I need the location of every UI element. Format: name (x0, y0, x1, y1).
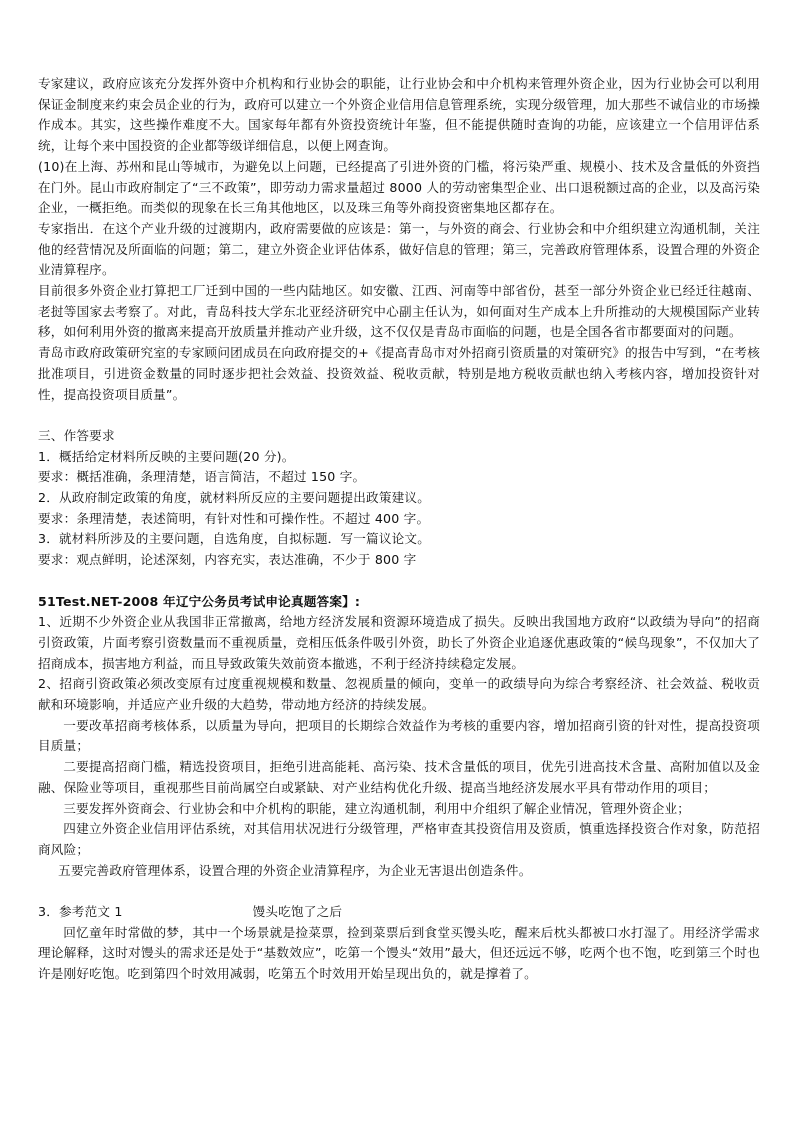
material-paragraph-2: (10)在上海、苏州和昆山等城市，为避免以上问题，已经提高了引进外资的门槛，将污染严重、规模小、技术及含量低的外资挡在门外。昆山市政府制定了“三不政策”，即劳动力需求量超过 8000 人的劳动密集型企业、出口退税额过高的企业，以及高污染企业，一概拒绝。而类似的现象在长三角其他地区，以及珠三角等外商投资密集地区都存在。 (38, 158, 760, 216)
requirement-3: 要求：观点鲜明，论述深刻，内容充实，表达准确，不少于 800 字 (38, 552, 417, 568)
material-paragraph-3: 专家指出．在这个产业升级的过渡期内，政府需要做的应该是：第一，与外资的商会、行业协会和中介组织建立沟通机制，关注他的经营情况及所面临的问题；第二，建立外资企业评估体系，做好信息的管理；第三，完善政府管理体系，设置合理的外资企业清算程序。 (38, 220, 760, 278)
material-paragraph-4: 目前很多外资企业打算把工厂迁到中国的一些内陆地区。如安徽、江西、河南等中部省份，甚至一部分外资企业已经迁往越南、老挝等国家去考察了。对此，青岛科技大学东北亚经济研究中心副主任认为，如何面对生产成本上升所推动的大规模国际产业转移，如何利用外资的撤离来提高开放质量并推动产业升级，这不仅仅是青岛市面临的问题，也是全国各省市都要面对的问题。 (38, 283, 760, 340)
answer-2-point-1: 一要改革招商考核体系，以质量为导向，把项目的长期综合效益作为考核的重要内容，增加招商引资的针对性，提高投资项目质量； (38, 717, 760, 754)
requirement-1: 要求：概括准确，条理清楚，语言简洁，不超过 150 字。 (38, 469, 366, 485)
question-2: 2．从政府制定政策的角度，就材料所反应的主要问题提出政策建议。 (38, 490, 431, 506)
requirements-heading: 三、作答要求 (38, 427, 115, 443)
answer-2-point-5: 五要完善政府管理体系，设置合理的外资企业清算程序，为企业无害退出创造条件。 (58, 862, 532, 878)
sample-essay-body: 回忆童年时常做的梦，其中一个场景就是捡菜票，捡到菜票后到食堂买馒头吃，醒来后枕头都被口水打湿了。用经济学需求理论解释，这时对馒头的需求还是处于“基数效应”，吃第一个馒头“效用”最大，但还远远不够，吃两个也不饱，吃到第三个时也许是刚好吃饱。吃到第四个时效用减弱，吃第五个时效用开始呈现出负的，就是撑着了。 (38, 924, 760, 982)
material-paragraph-1: 专家建议，政府应该充分发挥外资中介机构和行业协会的职能，让行业协会和中介机构来管理外资企业，因为行业协会可以利用保证金制度来约束会员企业的行为，政府可以建立一个外资企业信用信息管理系统，实现分级管理，加大那些不诚信业的市场操作成本。其实，这些操作难度不大。国家每年都有外资投资统计年鉴，但不能提供随时查询的功能，应该建立一个信用评估系统，让每个来中国投资的企业都等级详细信息，以便上网查询。 (38, 76, 760, 154)
answer-2-point-4: 四建立外资企业信用评估系统，对其信用状况进行分级管理，严格审查其投资信用及资质，慎重选择投资合作对象，防范招商风险； (38, 821, 760, 857)
answer-1: 1、近期不少外资企业从我国非正常撤离，给地方经济发展和资源环境造成了损失。反映出我国地方政府“以政绩为导向”的招商引资政策，片面考察引资数量而不重视质量，竞相压低条件吸引外资，助长了外资企业追逐优惠政策的“候鸟现象”，不仅加大了招商成本，损害地方利益，而且导致政策失效前资本撤逃，不利于经济持续稳定发展。 (38, 614, 760, 671)
question-3: 3．就材料所涉及的主要问题，自选角度，自拟标题．写一篇议论文。 (38, 531, 431, 547)
document-page (38, 74, 760, 985)
spacer (38, 405, 760, 426)
spacer (38, 571, 760, 592)
sample-essay-title: 馒头吃饱了之后 (252, 904, 343, 920)
spacer (38, 881, 760, 902)
answers-heading: 51Test.NET-2008 年辽宁公务员考试申论真题答案】: (38, 593, 361, 609)
sample-essay-label: 3．参考范文 1 (38, 904, 123, 920)
answer-2-point-3: 三要发挥外资商会、行业协会和中介机构的职能，建立沟通机制，利用中介组织了解企业情况，管理外资企业； (63, 800, 691, 816)
sample-essay-header (38, 902, 760, 923)
requirement-2: 要求：条理清楚，表述简明，有针对性和可操作性。不超过 400 字。 (38, 510, 430, 526)
answer-2: 2、招商引资政策必须改变原有过度重视规模和数量、忽视质量的倾向，变单一的政绩导向为综合考察经济、社会效益、税收贡献和环境影响，并适应产业升级的大趋势，带动地方经济的持续发展。 (38, 676, 760, 713)
material-paragraph-5: 青岛市政府政策研究室的专家顾问团成员在向政府提交的+《提高青岛市对外招商引资质量的对策研究》的报告中写到，“在考核批准项目，引进资金数量的同时逐步把社会效益、投资效益、税收贡献，特别是地方税收贡献也纳入考核内容，增加投资针对性，提高投资项目质量”。 (38, 345, 760, 402)
answer-2-point-2: 二要提高招商门槛，精选投资项目，拒绝引进高能耗、高污染、技术含量低的项目，优先引进高技术含量、高附加值以及金融、保险业等项目，重视那些目前尚属空白或紧缺、对产业结构优化升级、提高当地经济发展水平具有带动作用的项目； (38, 759, 760, 795)
question-1: 1．概括给定材料所反映的主要问题(20 分)。 (38, 448, 295, 464)
